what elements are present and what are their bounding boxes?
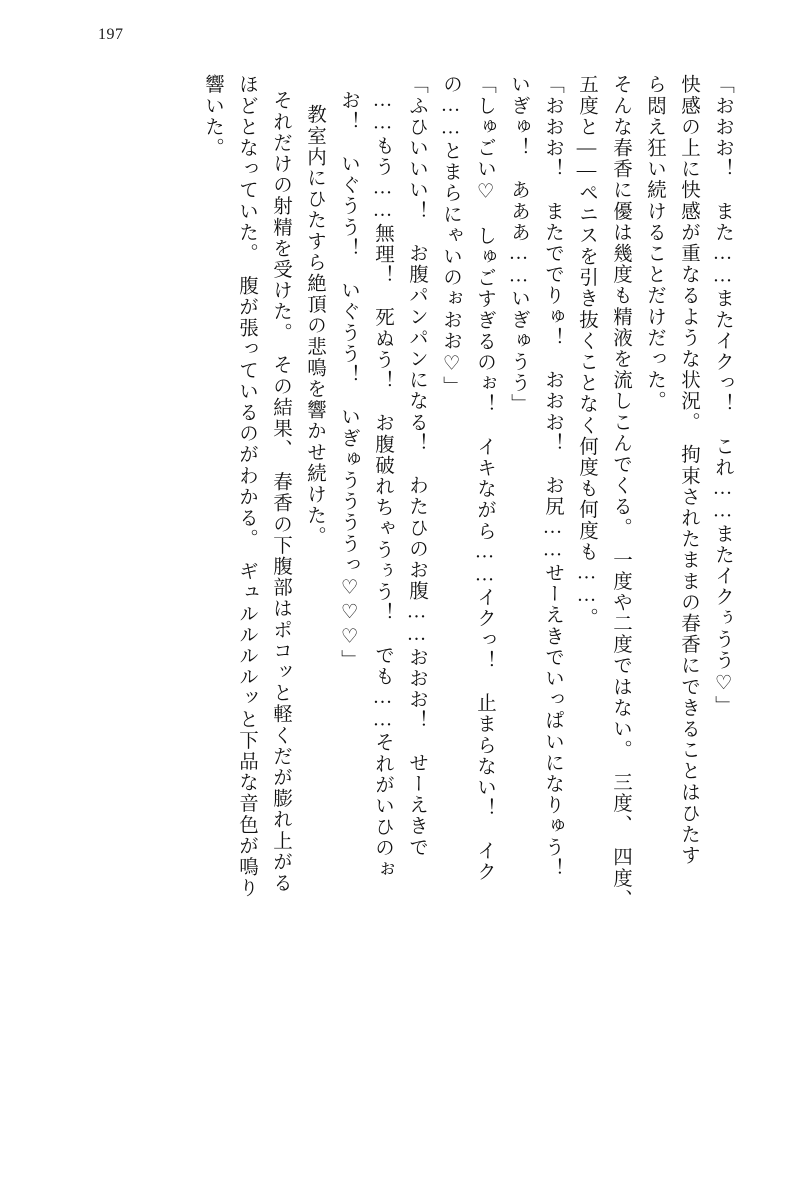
text-column: 教室内にひたすら絶頂の悲鳴を響かせ続けた。 [304, 104, 325, 548]
text-column: ほどとなっていた。 腹が張っているのがわかる。 ギュルルルルッと下品な音色が鳴り [236, 74, 257, 899]
text-column: 「おおお！ また……またイクっ！ これ……またイクぅうう♡」 [712, 74, 733, 717]
text-column: 響いた。 [202, 74, 223, 159]
text-column: そんな春香に優は幾度も精液を流しこんでくる。 一度や二度ではない。 三度、 四度、 [610, 74, 631, 910]
text-column: お！ いぐうう！ いぐうう！ いぎゅううううっ♡♡♡」 [338, 90, 359, 671]
text-column: いぎゅ！ あああ……いぎゅうう」 [508, 74, 529, 415]
text-column: の……とまらにゃいのぉおお♡」 [440, 74, 461, 397]
vertical-text-body [62, 74, 732, 1160]
text-column: 「ふひいいい！ お腹パンパンになる！ わたひのお腹……おおお！ せーえきで [406, 74, 427, 858]
text-column: 快感の上に快感が重なるような状況。 拘束されたままの春香にできることはひたす [678, 74, 699, 867]
text-column: ……もう……無理！ 死ぬう！ お腹破れちゃうぅう！ でも……それがいひのぉ [372, 90, 393, 880]
text-column: 「しゅごい♡ しゅごすぎるのぉ！ イキながら……イクっ！ 止まらない！ イク [474, 74, 495, 883]
text-column: ら悶え狂い続けることだけだった。 [644, 74, 665, 412]
page-number: 197 [98, 26, 124, 43]
text-column: 「おおお！ またででりゅ！ おおお！ お尻……せーえきでいっぱいになりゅう！ [542, 74, 563, 879]
text-column: 五度と――ペニスを引き抜くことなく何度も何度も……。 [576, 74, 597, 629]
text-column: それだけの射精を受けた。 その結果、 春香の下腹部はポコッと軽くだが膨れ上がる [270, 90, 291, 894]
